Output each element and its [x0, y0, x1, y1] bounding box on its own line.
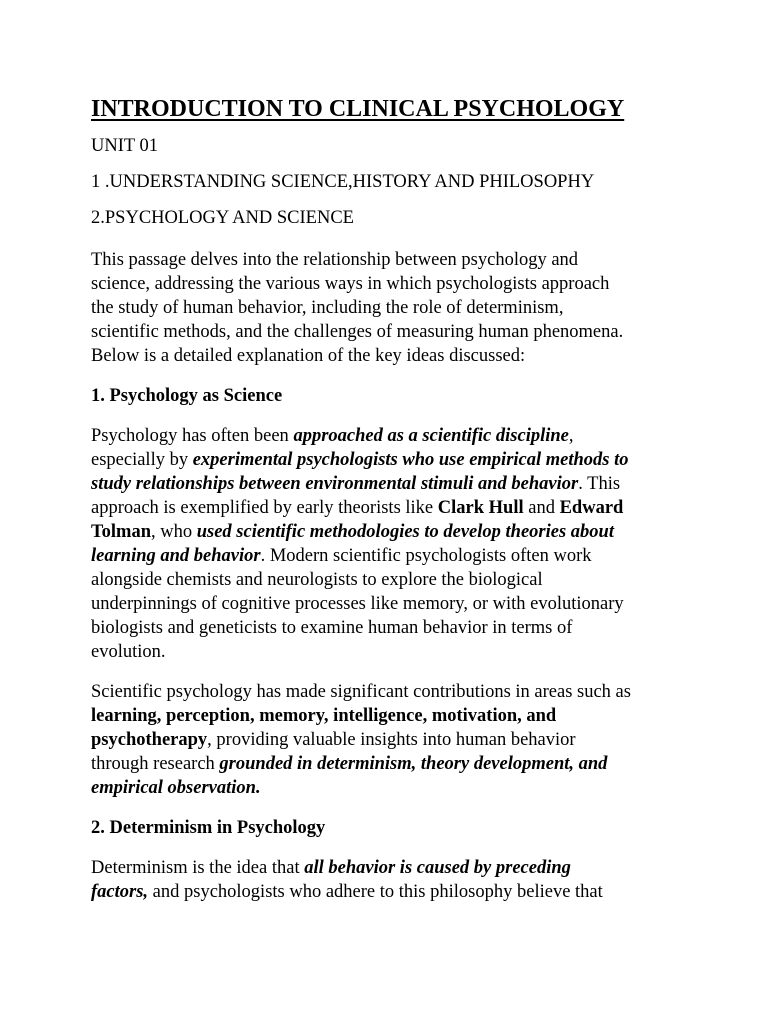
- text-run: Determinism is the idea that: [91, 858, 305, 878]
- text-run: . Modern scientific psychologists often work: [260, 546, 592, 566]
- paragraph-line: evolution.: [91, 642, 166, 662]
- emphasis-text: experimental psychologists who use empirical methods to: [192, 450, 629, 470]
- paragraph-line: empirical observation.: [91, 778, 261, 798]
- intro-paragraph: [91, 248, 691, 368]
- document-page: [91, 92, 691, 920]
- text-run: and psychologists who adhere to this philosophy believe that: [148, 882, 603, 902]
- text-run: , providing valuable insights into human behavior: [207, 730, 576, 750]
- intro-line: This passage delves into the relationship between psychology and: [91, 250, 579, 270]
- text-run: . This: [578, 474, 621, 494]
- section-2-paragraph-1: [91, 856, 691, 904]
- section-heading-psychology-as-science: 1. Psychology as Science: [91, 386, 283, 406]
- paragraph-line: [91, 880, 691, 904]
- emphasis-text: approached as a scientific discipline: [293, 426, 569, 446]
- intro-line: Below is a detailed explanation of the key ideas discussed:: [91, 346, 526, 366]
- paragraph-line: [91, 448, 691, 472]
- paragraph-line: biologists and geneticists to examine human behavior in terms of: [91, 618, 573, 638]
- bold-name: Edward: [559, 498, 624, 518]
- paragraph-line: [91, 856, 691, 880]
- bold-text: psychotherapy: [91, 730, 208, 750]
- section-1-paragraph-1: [91, 424, 691, 664]
- text-run: Psychology has often been: [91, 426, 294, 446]
- intro-line: scientific methods, and the challenges of measuring human phenomena.: [91, 322, 624, 342]
- bold-name: Clark Hull: [437, 498, 524, 518]
- text-run: through research: [91, 754, 220, 774]
- paragraph-line: [91, 752, 691, 776]
- emphasis-text: study relationships between environmental stimuli and behavior: [91, 474, 579, 494]
- emphasis-text: all behavior is caused by preceding: [304, 858, 571, 878]
- paragraph-line: [91, 728, 691, 752]
- paragraph-line: learning, perception, memory, intelligence, motivation, and: [91, 706, 557, 726]
- topic-heading-1: 1 .UNDERSTANDING SCIENCE,HISTORY AND PHILOSOPHY: [91, 172, 595, 192]
- paragraph-line: [91, 544, 691, 568]
- intro-line: the study of human behavior, including the role of determinism,: [91, 298, 564, 318]
- emphasis-text: factors,: [91, 882, 149, 902]
- text-run: ,: [568, 426, 574, 446]
- paragraph-line: underpinnings of cognitive processes like memory, or with evolutionary: [91, 594, 624, 614]
- paragraph-line: [91, 472, 691, 496]
- text-run: , who: [150, 522, 197, 542]
- text-run: and: [523, 498, 560, 518]
- emphasis-text: grounded in determinism, theory development, and: [219, 754, 608, 774]
- section-1-paragraph-2: [91, 680, 691, 800]
- paragraph-line: [91, 496, 691, 520]
- intro-line: science, addressing the various ways in which psychologists approach: [91, 274, 610, 294]
- text-run: especially by: [91, 450, 193, 470]
- document-title: INTRODUCTION TO CLINICAL PSYCHOLOGY: [91, 96, 625, 122]
- paragraph-line: [91, 520, 691, 544]
- unit-label: UNIT 01: [91, 136, 158, 156]
- text-run: approach is exemplified by early theorists like: [91, 498, 438, 518]
- bold-name: Tolman: [91, 522, 151, 542]
- paragraph-line: [91, 424, 691, 448]
- paragraph-line: Scientific psychology has made significant contributions in areas such as: [91, 682, 631, 702]
- paragraph-line: alongside chemists and neurologists to explore the biological: [91, 570, 543, 590]
- topic-heading-2: 2.PSYCHOLOGY AND SCIENCE: [91, 208, 354, 228]
- emphasis-text: learning and behavior: [91, 546, 261, 566]
- section-heading-determinism: 2. Determinism in Psychology: [91, 818, 326, 838]
- emphasis-text: used scientific methodologies to develop theories about: [196, 522, 614, 542]
